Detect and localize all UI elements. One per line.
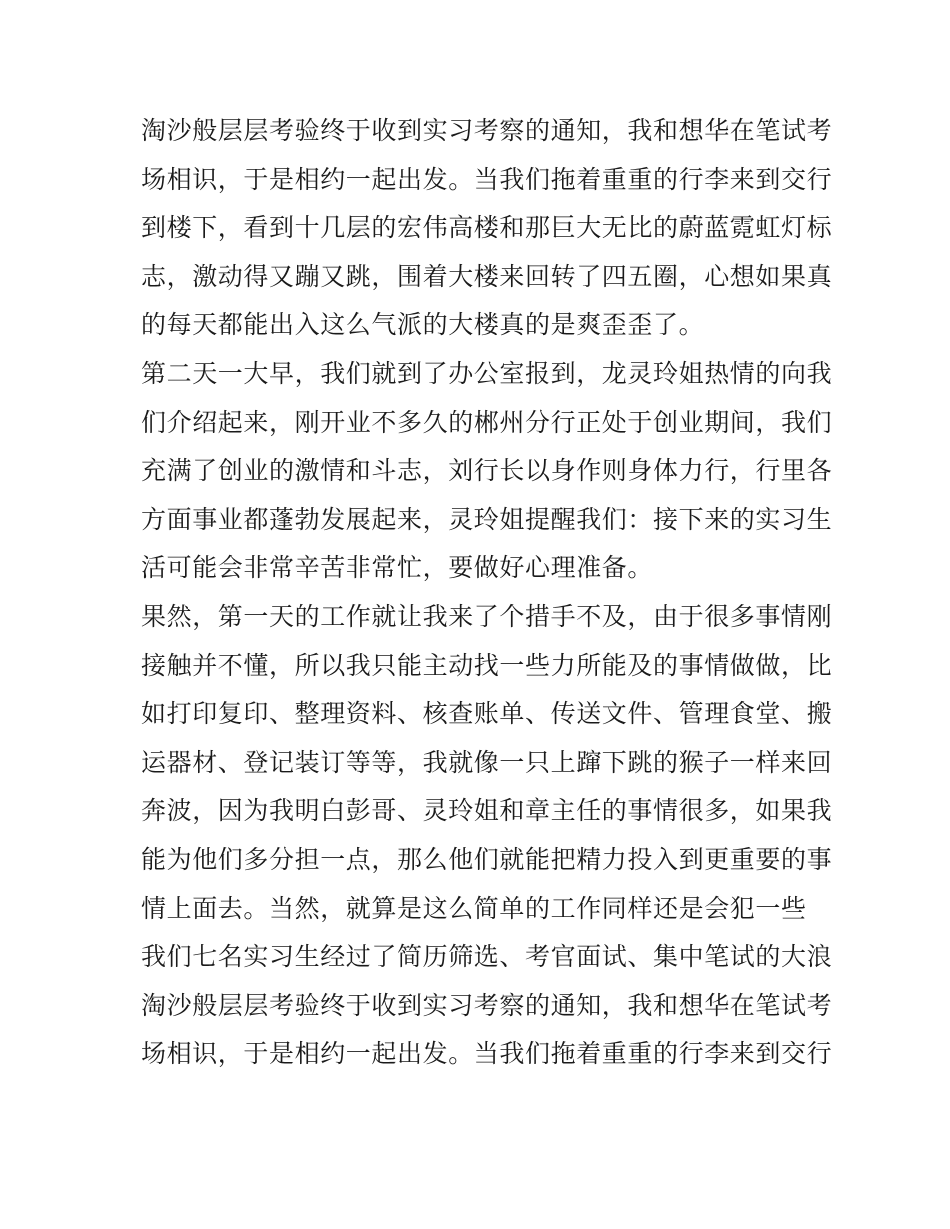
text-line: 淘沙般层层考验终于收到实习考察的通知，我和想华在笔试考 [141,990,833,1020]
text-line: 场相识，于是相约一起出发。当我们拖着重重的行李来到交行 [141,164,833,194]
text-line: 如打印复印、整理资料、核查账单、传送文件、管理食堂、搬 [141,699,833,729]
text-line: 活可能会非常辛苦非常忙，要做好心理准备。 [141,553,654,583]
body-text [141,107,833,1079]
text-line: 的每天都能出入这么气派的大楼真的是爽歪歪了。 [141,310,705,340]
text-line: 充满了创业的激情和斗志，刘行长以身作则身体力行，行里各 [141,456,833,486]
text-line: 淘沙般层层考验终于收到实习考察的通知，我和想华在笔试考 [141,116,833,145]
text-line: 果然，第一天的工作就让我来了个措手不及，由于很多事情刚 [141,601,833,631]
text-line: 能为他们多分担一点，那么他们就能把精力投入到更重要的事 [141,844,833,874]
text-line: 到楼下，看到十几层的宏伟高楼和那巨大无比的蔚蓝霓虹灯标 [141,213,833,243]
text-line: 方面事业都蓬勃发展起来，灵玲姐提醒我们：接下来的实习生 [141,504,833,534]
text-line: 接触并不懂，所以我只能主动找一些力所能及的事情做做，比 [141,650,833,680]
text-line: 场相识，于是相约一起出发。当我们拖着重重的行李来到交行 [141,1039,833,1069]
text-line: 志，激动得又蹦又跳，围着大楼来回转了四五圈，心想如果真 [141,261,833,291]
text-line: 第二天一大早，我们就到了办公室报到，龙灵玲姐热情的向我 [141,358,833,388]
text-line: 情上面去。当然，就算是这么简单的工作同样还是会犯一些 [141,893,807,923]
text-line: 们介绍起来，刚开业不多久的郴州分行正处于创业期间，我们 [141,407,833,437]
text-line: 奔波，因为我明白彭哥、灵玲姐和章主任的事情很多，如果我 [141,796,833,826]
text-line: 我们七名实习生经过了简历筛选、考官面试、集中笔试的大浪 [141,942,833,972]
text-line: 运器材、登记装订等等，我就像一只上蹿下跳的猴子一样来回 [141,747,833,777]
